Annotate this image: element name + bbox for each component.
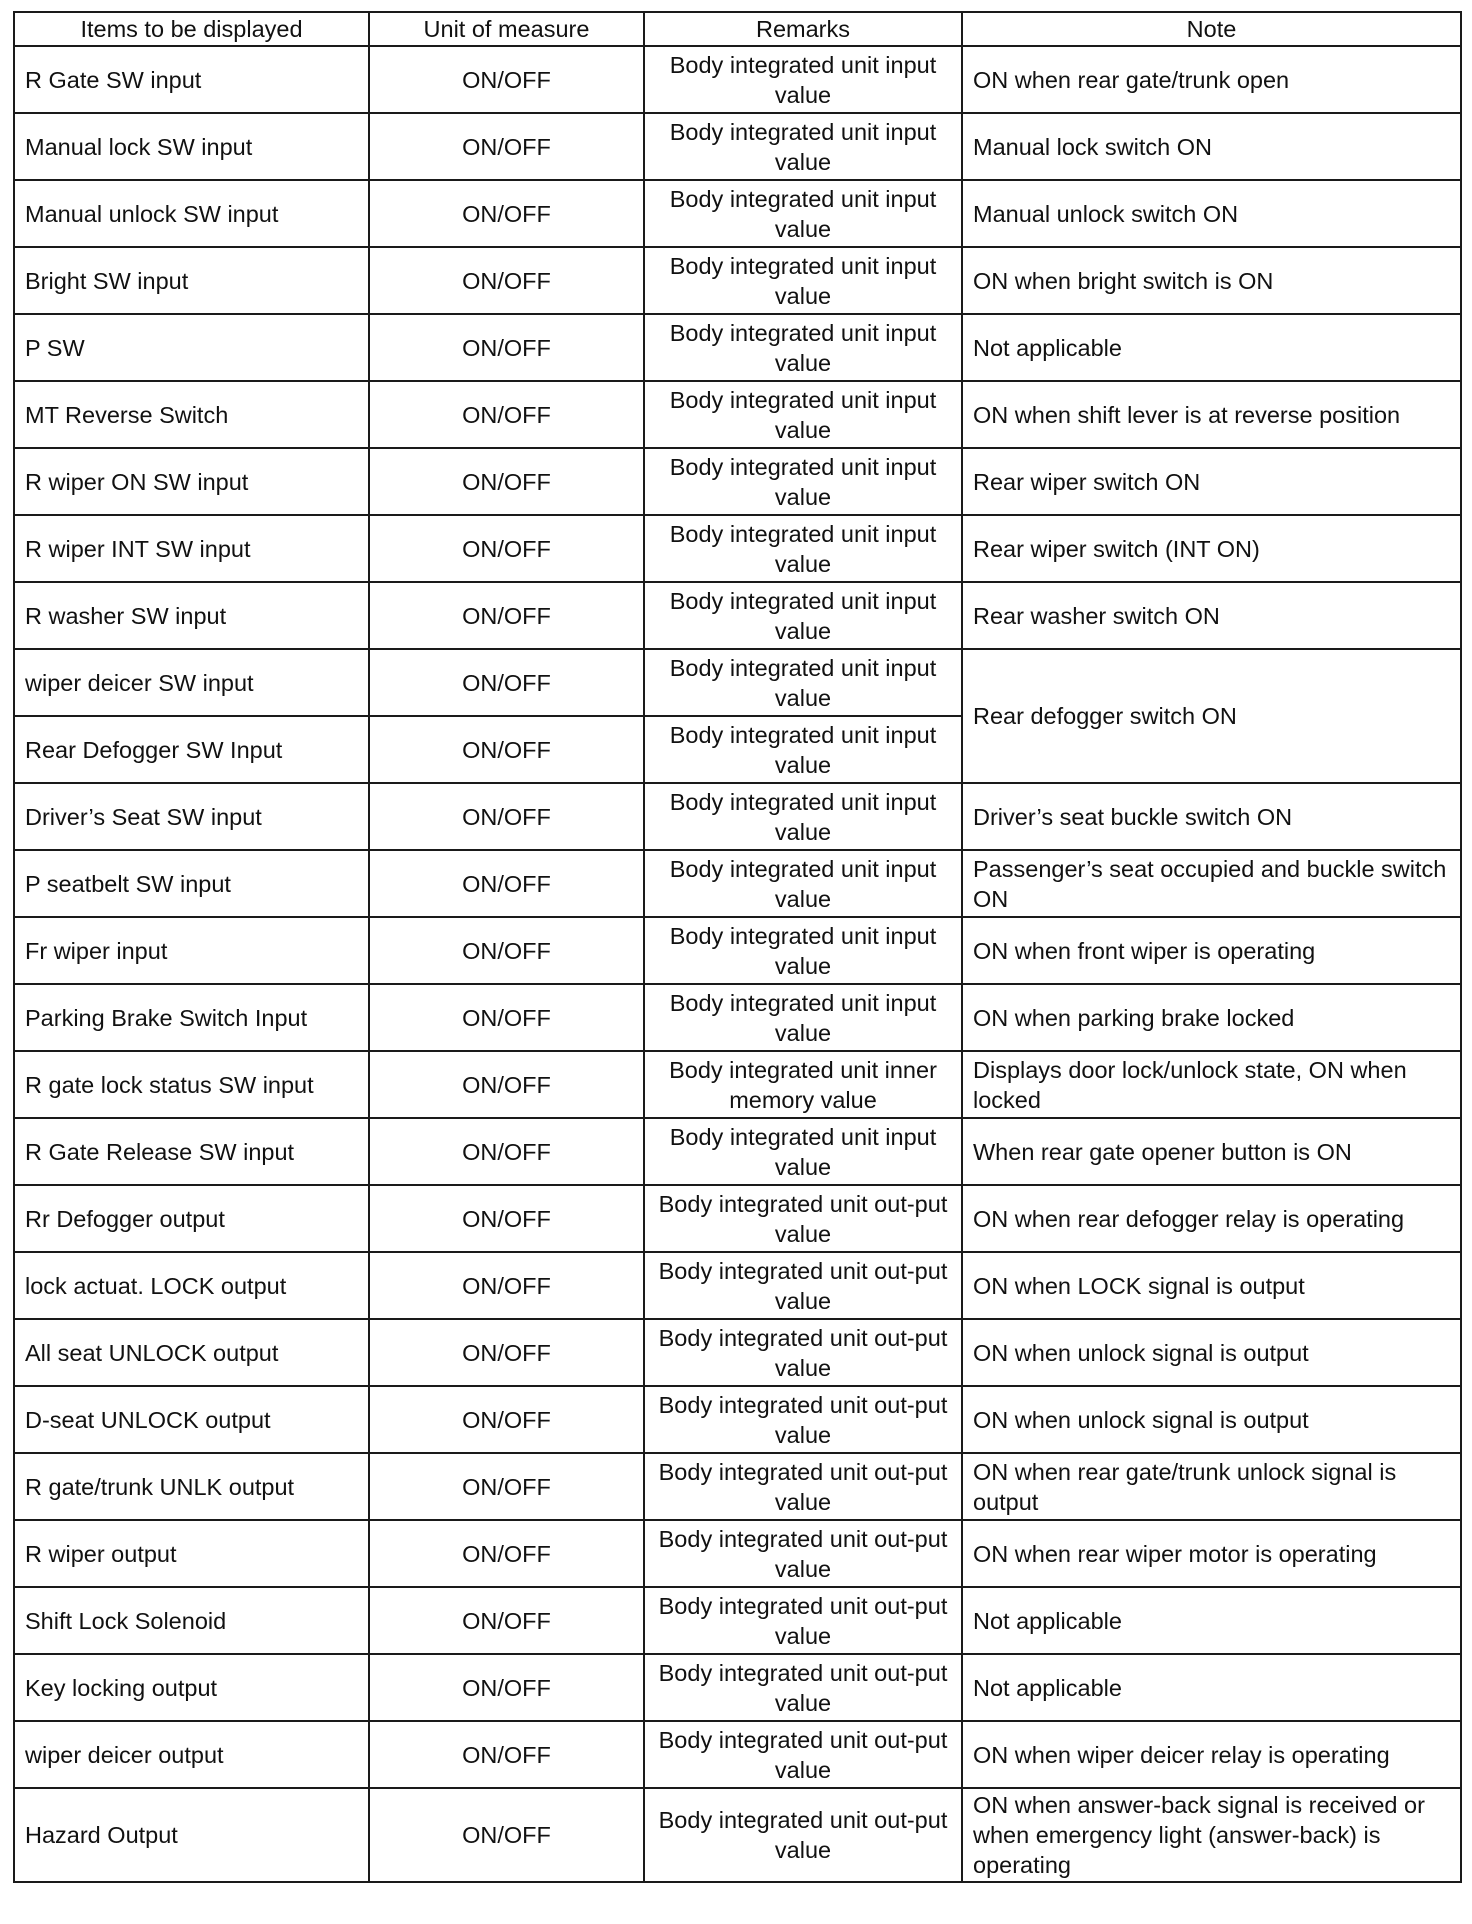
table-row <box>14 1118 1461 1185</box>
item-cell: R Gate SW input <box>14 46 369 113</box>
table-row <box>14 113 1461 180</box>
remarks-cell: Body integrated unit out-put value <box>644 1788 962 1882</box>
remarks-cell: Body integrated unit input value <box>644 515 962 582</box>
note-cell: Manual lock switch ON <box>962 113 1461 180</box>
item-cell: R wiper ON SW input <box>14 448 369 515</box>
header-items: Items to be displayed <box>14 12 369 46</box>
table-row <box>14 1185 1461 1252</box>
remarks-cell: Body integrated unit inner memory value <box>644 1051 962 1118</box>
remarks-cell: Body integrated unit input value <box>644 984 962 1051</box>
table-row <box>14 649 1461 716</box>
unit-cell: ON/OFF <box>369 448 644 515</box>
item-cell: wiper deicer output <box>14 1721 369 1788</box>
unit-cell: ON/OFF <box>369 1654 644 1721</box>
unit-cell: ON/OFF <box>369 1319 644 1386</box>
remarks-cell: Body integrated unit out-put value <box>644 1453 962 1520</box>
item-cell: Rear Defogger SW Input <box>14 716 369 783</box>
unit-cell: ON/OFF <box>369 1185 644 1252</box>
remarks-cell: Body integrated unit input value <box>644 113 962 180</box>
table-row <box>14 1051 1461 1118</box>
item-cell: MT Reverse Switch <box>14 381 369 448</box>
note-cell: ON when rear gate/trunk unlock signal is output <box>962 1453 1461 1520</box>
note-cell: ON when unlock signal is output <box>962 1319 1461 1386</box>
table-row <box>14 46 1461 113</box>
unit-cell: ON/OFF <box>369 1520 644 1587</box>
remarks-cell: Body integrated unit input value <box>644 582 962 649</box>
unit-cell: ON/OFF <box>369 1788 644 1882</box>
item-cell: Fr wiper input <box>14 917 369 984</box>
note-cell: Rear wiper switch (INT ON) <box>962 515 1461 582</box>
remarks-cell: Body integrated unit input value <box>644 314 962 381</box>
remarks-cell: Body integrated unit input value <box>644 46 962 113</box>
table-row <box>14 582 1461 649</box>
table-row <box>14 247 1461 314</box>
note-cell: When rear gate opener button is ON <box>962 1118 1461 1185</box>
note-cell: ON when LOCK signal is output <box>962 1252 1461 1319</box>
unit-cell: ON/OFF <box>369 1118 644 1185</box>
remarks-cell: Body integrated unit input value <box>644 1118 962 1185</box>
note-cell: Not applicable <box>962 1654 1461 1721</box>
table-row <box>14 314 1461 381</box>
unit-cell: ON/OFF <box>369 381 644 448</box>
remarks-cell: Body integrated unit input value <box>644 716 962 783</box>
table-row <box>14 1252 1461 1319</box>
item-cell: R gate lock status SW input <box>14 1051 369 1118</box>
table-row <box>14 448 1461 515</box>
item-cell: R gate/trunk UNLK output <box>14 1453 369 1520</box>
item-cell: lock actuat. LOCK output <box>14 1252 369 1319</box>
note-cell: ON when rear defogger relay is operating <box>962 1185 1461 1252</box>
table-row <box>14 381 1461 448</box>
item-cell: Manual lock SW input <box>14 113 369 180</box>
item-cell: P seatbelt SW input <box>14 850 369 917</box>
remarks-cell: Body integrated unit out-put value <box>644 1185 962 1252</box>
table-row <box>14 515 1461 582</box>
unit-cell: ON/OFF <box>369 649 644 716</box>
note-cell: Not applicable <box>962 314 1461 381</box>
unit-cell: ON/OFF <box>369 850 644 917</box>
item-cell: R wiper INT SW input <box>14 515 369 582</box>
note-cell: ON when parking brake locked <box>962 984 1461 1051</box>
note-cell: ON when wiper deicer relay is operating <box>962 1721 1461 1788</box>
table-row <box>14 984 1461 1051</box>
item-cell: Parking Brake Switch Input <box>14 984 369 1051</box>
data-monitor-table <box>13 11 1462 1883</box>
note-cell: Displays door lock/unlock state, ON when locked <box>962 1051 1461 1118</box>
item-cell: R washer SW input <box>14 582 369 649</box>
item-cell: R Gate Release SW input <box>14 1118 369 1185</box>
note-cell: ON when answer-back signal is received or when emergency light (answer-back) is operating <box>962 1788 1461 1882</box>
unit-cell: ON/OFF <box>369 783 644 850</box>
remarks-cell: Body integrated unit out-put value <box>644 1386 962 1453</box>
remarks-cell: Body integrated unit out-put value <box>644 1721 962 1788</box>
unit-cell: ON/OFF <box>369 1721 644 1788</box>
remarks-cell: Body integrated unit input value <box>644 247 962 314</box>
header-remarks: Remarks <box>644 12 962 46</box>
note-cell: Not applicable <box>962 1587 1461 1654</box>
unit-cell: ON/OFF <box>369 46 644 113</box>
header-note: Note <box>962 12 1461 46</box>
unit-cell: ON/OFF <box>369 582 644 649</box>
table-row <box>14 1788 1461 1882</box>
unit-cell: ON/OFF <box>369 1386 644 1453</box>
item-cell: Driver’s Seat SW input <box>14 783 369 850</box>
remarks-cell: Body integrated unit out-put value <box>644 1654 962 1721</box>
item-cell: R wiper output <box>14 1520 369 1587</box>
note-cell: ON when bright switch is ON <box>962 247 1461 314</box>
note-cell: Rear wiper switch ON <box>962 448 1461 515</box>
item-cell: Key locking output <box>14 1654 369 1721</box>
unit-cell: ON/OFF <box>369 515 644 582</box>
item-cell: Hazard Output <box>14 1788 369 1882</box>
note-cell: Manual unlock switch ON <box>962 180 1461 247</box>
unit-cell: ON/OFF <box>369 917 644 984</box>
remarks-cell: Body integrated unit input value <box>644 783 962 850</box>
remarks-cell: Body integrated unit out-put value <box>644 1319 962 1386</box>
note-cell: ON when rear gate/trunk open <box>962 46 1461 113</box>
remarks-cell: Body integrated unit out-put value <box>644 1252 962 1319</box>
remarks-cell: Body integrated unit input value <box>644 850 962 917</box>
unit-cell: ON/OFF <box>369 1051 644 1118</box>
note-cell: Passenger’s seat occupied and buckle switch ON <box>962 850 1461 917</box>
note-cell: Driver’s seat buckle switch ON <box>962 783 1461 850</box>
table-row <box>14 1721 1461 1788</box>
table-row <box>14 917 1461 984</box>
item-cell: Rr Defogger output <box>14 1185 369 1252</box>
header-unit: Unit of measure <box>369 12 644 46</box>
unit-cell: ON/OFF <box>369 314 644 381</box>
unit-cell: ON/OFF <box>369 1453 644 1520</box>
table-row <box>14 783 1461 850</box>
header-row <box>14 12 1461 46</box>
unit-cell: ON/OFF <box>369 113 644 180</box>
remarks-cell: Body integrated unit input value <box>644 649 962 716</box>
table-row <box>14 1520 1461 1587</box>
table-row <box>14 850 1461 917</box>
note-cell: ON when front wiper is operating <box>962 917 1461 984</box>
note-cell-merged: Rear defogger switch ON <box>962 649 1461 783</box>
item-cell: P SW <box>14 314 369 381</box>
item-cell: Manual unlock SW input <box>14 180 369 247</box>
unit-cell: ON/OFF <box>369 984 644 1051</box>
table-row <box>14 1319 1461 1386</box>
unit-cell: ON/OFF <box>369 1587 644 1654</box>
table-row <box>14 1386 1461 1453</box>
remarks-cell: Body integrated unit out-put value <box>644 1520 962 1587</box>
item-cell: Bright SW input <box>14 247 369 314</box>
unit-cell: ON/OFF <box>369 180 644 247</box>
table-row <box>14 1654 1461 1721</box>
remarks-cell: Body integrated unit out-put value <box>644 1587 962 1654</box>
item-cell: wiper deicer SW input <box>14 649 369 716</box>
unit-cell: ON/OFF <box>369 247 644 314</box>
remarks-cell: Body integrated unit input value <box>644 381 962 448</box>
unit-cell: ON/OFF <box>369 1252 644 1319</box>
item-cell: D-seat UNLOCK output <box>14 1386 369 1453</box>
note-cell: Rear washer switch ON <box>962 582 1461 649</box>
unit-cell: ON/OFF <box>369 716 644 783</box>
table-row <box>14 1453 1461 1520</box>
note-cell: ON when unlock signal is output <box>962 1386 1461 1453</box>
table-row <box>14 1587 1461 1654</box>
item-cell: All seat UNLOCK output <box>14 1319 369 1386</box>
remarks-cell: Body integrated unit input value <box>644 180 962 247</box>
remarks-cell: Body integrated unit input value <box>644 448 962 515</box>
remarks-cell: Body integrated unit input value <box>644 917 962 984</box>
table-row <box>14 180 1461 247</box>
note-cell: ON when rear wiper motor is operating <box>962 1520 1461 1587</box>
note-cell: ON when shift lever is at reverse position <box>962 381 1461 448</box>
item-cell: Shift Lock Solenoid <box>14 1587 369 1654</box>
